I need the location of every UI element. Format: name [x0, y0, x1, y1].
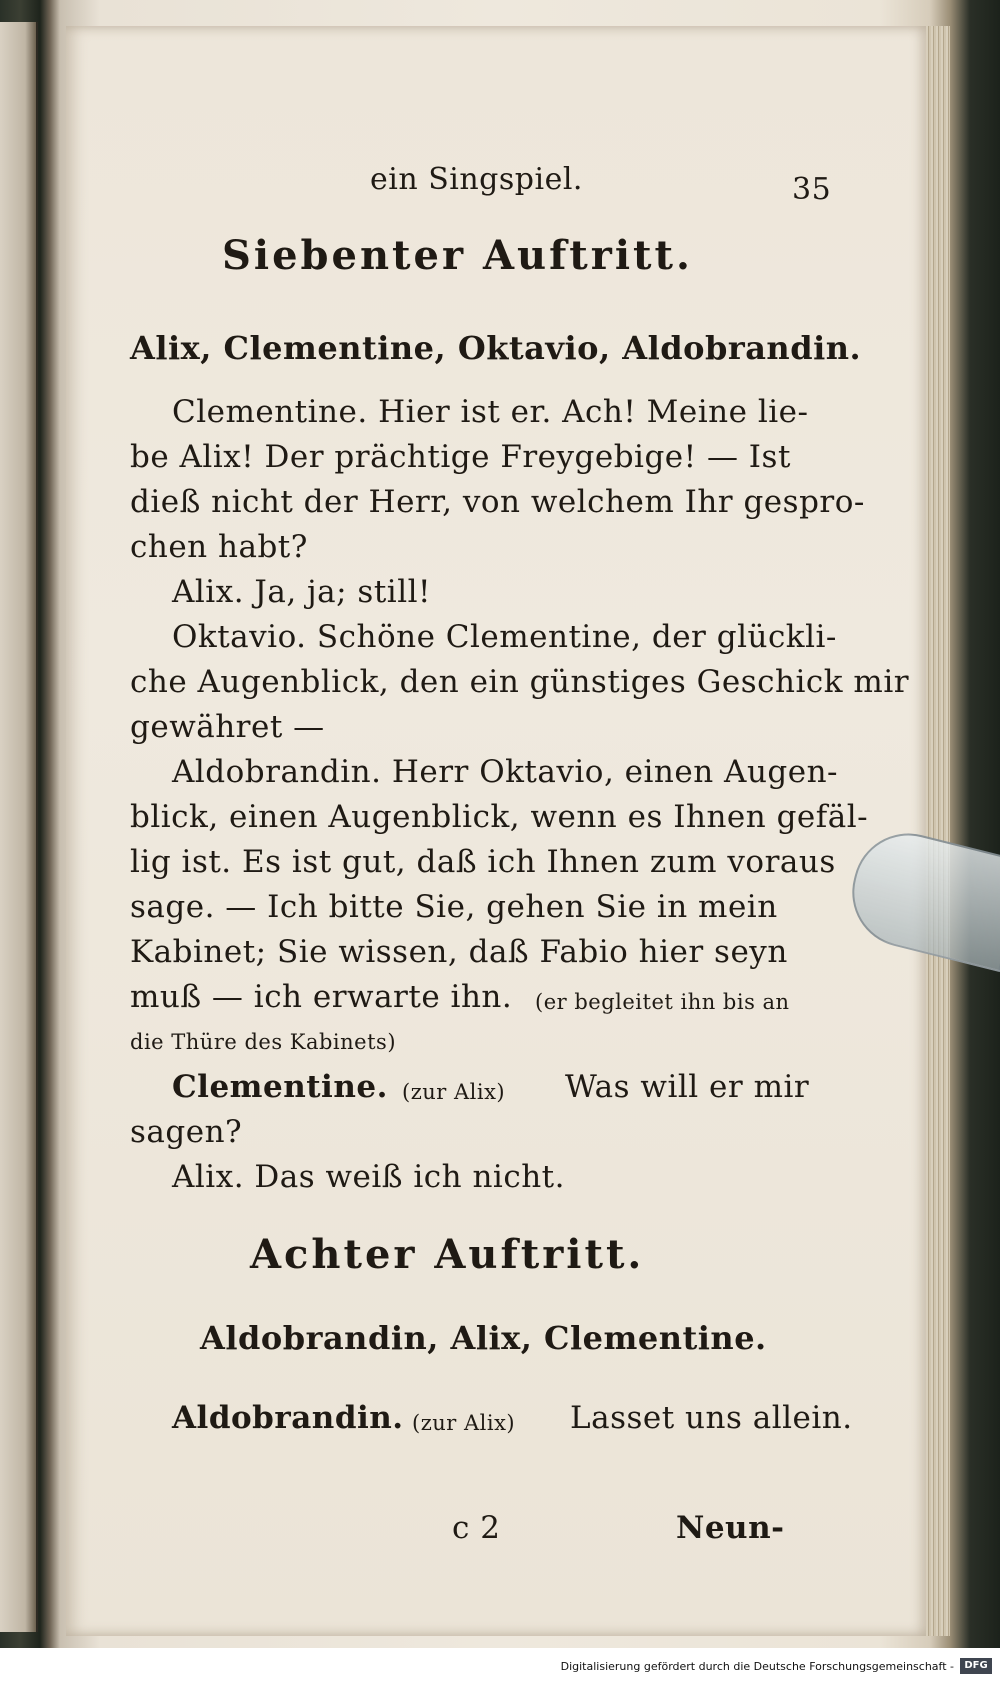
- text-line: be Alix! Der prächtige Freygebige! — Ist: [130, 439, 791, 475]
- text-line: Lasset uns allein.: [570, 1400, 853, 1436]
- text-line: che Augenblick, den ein günstiges Geschick mir: [130, 664, 910, 700]
- text-line: chen habt?: [130, 529, 308, 565]
- signature-mark: c 2: [452, 1510, 501, 1546]
- text-line: Aldobrandin. Herr Oktavio, einen Augen-: [172, 754, 839, 790]
- text-line: Oktavio. Schöne Clementine, der glückli-: [172, 619, 837, 655]
- dfg-logo: DFG: [960, 1658, 992, 1674]
- speaker-name: Clementine.: [172, 1069, 388, 1105]
- text-line: gewähret —: [130, 709, 325, 745]
- scan-credit: Digitalisierung gefördert durch die Deutsche Forschungsgemeinschaft -: [560, 1660, 954, 1673]
- text-line: Kabinet; Sie wissen, daß Fabio hier seyn: [130, 934, 788, 970]
- text-line: dieß nicht der Herr, von welchem Ihr gespro-: [130, 484, 865, 520]
- text-line: Clementine. Hier ist er. Ach! Meine lie-: [172, 394, 809, 430]
- text-line: blick, einen Augenblick, wenn es Ihnen gefäl-: [130, 799, 869, 835]
- catchword: Neun-: [676, 1510, 785, 1546]
- stage-direction: (er begleitet ihn bis an: [535, 990, 790, 1014]
- stage-direction: (zur Alix): [412, 1411, 516, 1435]
- scene-cast: Alix, Clementine, Oktavio, Aldobrandin.: [130, 329, 862, 367]
- text-line: sage. — Ich bitte Sie, gehen Sie in mein: [130, 889, 778, 925]
- text-line: Alix. Das weiß ich nicht.: [172, 1159, 565, 1195]
- page-number: 35: [792, 172, 832, 207]
- text-line: Was will er mir: [565, 1069, 810, 1105]
- text-line: lig ist. Es ist gut, daß ich Ihnen zum voraus: [130, 844, 836, 880]
- text-line: Alix. Ja, ja; still!: [172, 574, 431, 610]
- running-title: ein Singspiel.: [370, 162, 583, 197]
- scene-heading: Siebenter Auftritt.: [222, 232, 693, 279]
- scene-heading: Achter Auftritt.: [250, 1231, 645, 1278]
- speaker-name: Aldobrandin.: [172, 1400, 404, 1436]
- text-line: muß — ich erwarte ihn.: [130, 979, 513, 1015]
- text-line: sagen?: [130, 1114, 243, 1150]
- stage-direction: (zur Alix): [402, 1080, 506, 1104]
- scene-cast: Aldobrandin, Alix, Clementine.: [200, 1319, 767, 1357]
- stage-direction: die Thüre des Kabinets): [130, 1030, 397, 1054]
